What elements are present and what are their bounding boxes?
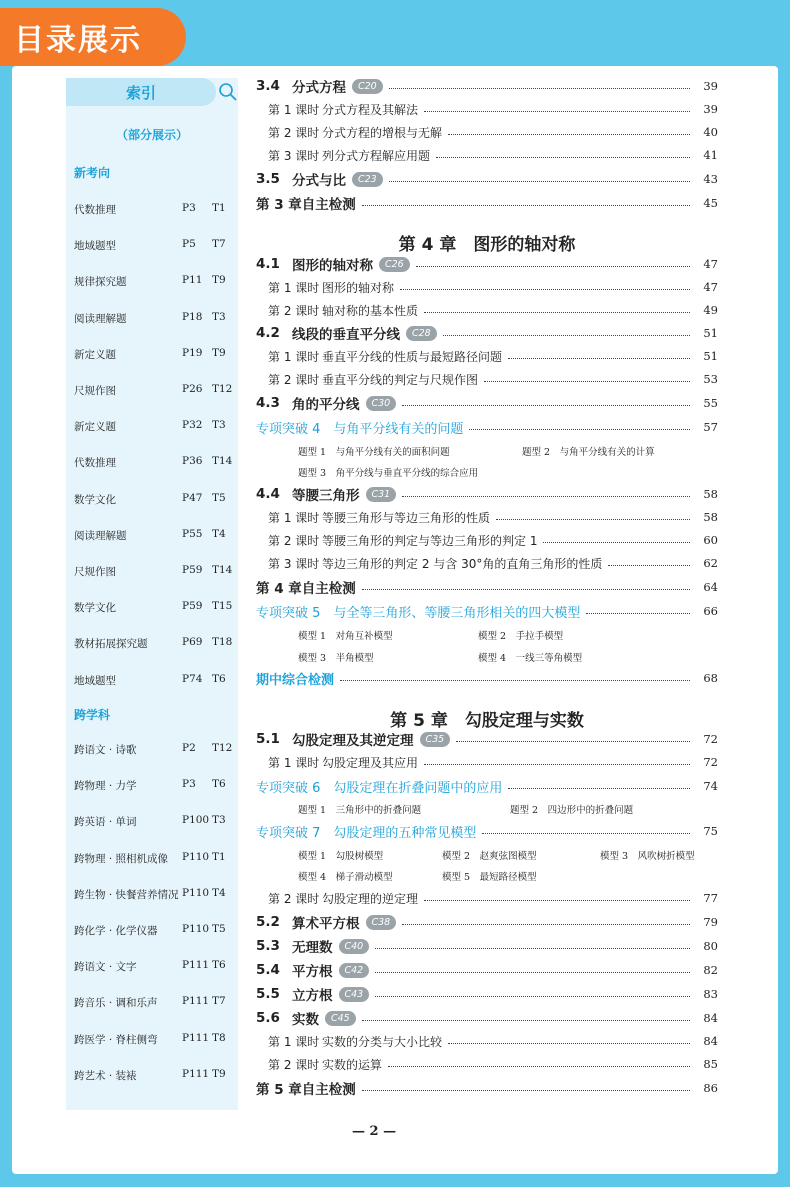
topic-item: 题型 2 四边形中的折叠问题	[510, 805, 634, 816]
topic-item: 题型 3 角平分线与垂直平分线的综合应用	[298, 468, 479, 479]
toc-row-lesson[interactable]: 第 1 课时 实数的分类与大小比较 84	[268, 1034, 718, 1049]
index-entry-name: 阅读理解题	[74, 312, 127, 325]
toc-row-lesson[interactable]: 第 2 课时 勾股定理的逆定理 77	[268, 891, 718, 906]
eye-badge: C43	[339, 987, 370, 1002]
toc-row-lesson[interactable]: 第 2 课时 分式方程的增根与无解 40	[268, 125, 718, 140]
index-entry-page: P110	[182, 886, 210, 899]
index-entry-task: T7	[212, 995, 226, 1008]
index-entry-name: 跨生物 · 快餐营养情况	[74, 888, 179, 901]
model-item: 模型 4 一线三等角模型	[478, 653, 583, 664]
index-entry-task: T9	[212, 1067, 226, 1080]
chapter-heading: 第 4 章 图形的轴对称	[398, 235, 576, 255]
model-item: 模型 5 最短路径模型	[442, 872, 537, 883]
toc-row-lesson[interactable]: 第 3 课时 列分式方程解应用题 41	[268, 148, 718, 163]
eye-badge: C28	[406, 326, 437, 341]
toc-row-lesson[interactable]: 第 2 课时 实数的运算 85	[268, 1057, 718, 1072]
toc-row-special-7[interactable]: 专项突破 7 勾股定理的五种常见模型 75	[256, 824, 718, 841]
eye-badge: C23	[352, 172, 383, 187]
index-entry-name: 地域题型	[74, 240, 116, 253]
toc-row-3-4[interactable]: 3.4 分式方程 C20 39	[256, 78, 718, 96]
index-entry-task: T4	[212, 886, 226, 899]
index-entry-name: 新定义题	[74, 348, 116, 361]
toc-row-chapter-test[interactable]: 第 4 章自主检测 64	[256, 580, 718, 597]
index-entry-page: P5	[182, 238, 196, 251]
index-entry-name: 尺规作图	[74, 566, 116, 578]
index-entry-task: T9	[212, 346, 226, 359]
index-entry-name: 阅读理解题	[74, 529, 127, 542]
eye-badge: C20	[352, 79, 383, 94]
toc-row-4-1[interactable]: 4.1 图形的轴对称 C26 47	[256, 256, 718, 274]
index-entry-task: T12	[212, 383, 233, 395]
index-entry-page: P59	[182, 600, 203, 613]
model-item: 模型 1 对角互补模型	[298, 631, 393, 642]
index-entry-page: P111	[182, 959, 210, 972]
toc-row-lesson[interactable]: 第 1 课时 勾股定理及其应用 72	[268, 755, 718, 770]
search-icon	[218, 82, 238, 102]
toc-row-4-4[interactable]: 4.4 等腰三角形 C31 58	[256, 486, 718, 504]
index-entry-page: P26	[182, 383, 203, 395]
index-entry-page: P111	[182, 1031, 210, 1044]
topic-item: 题型 1 三角形中的折叠问题	[298, 805, 422, 816]
index-entry-name: 跨艺术 · 装裱	[74, 1069, 137, 1082]
index-entry-task: T6	[212, 959, 226, 972]
index-entry-task: T6	[212, 672, 226, 685]
eye-badge: C31	[366, 487, 397, 502]
model-item: 模型 3 风吹树折模型	[600, 851, 695, 862]
index-title: 索引	[66, 78, 216, 106]
index-entry-name: 跨化学 · 化学仪器	[74, 925, 158, 937]
index-entry-page: P18	[182, 310, 203, 323]
index-entry-task: T18	[212, 636, 233, 649]
index-entry-task: T5	[212, 491, 226, 504]
index-entry-page: P110	[182, 923, 210, 935]
page-number: — 2 —	[352, 1124, 397, 1139]
index-entry-name: 跨语文 · 诗歌	[74, 744, 137, 756]
index-entry-name: 跨音乐 · 调和乐声	[74, 997, 158, 1010]
eye-badge: C38	[366, 915, 397, 930]
page-title: 目录展示	[14, 23, 142, 58]
index-entry-page: P111	[182, 1067, 210, 1080]
toc-row-5-6[interactable]: 5.6 实数 C45 84	[256, 1010, 718, 1028]
index-entry-page: P3	[182, 778, 196, 791]
index-entry-page: P55	[182, 527, 203, 540]
index-entry-task: T8	[212, 1031, 226, 1044]
toc-row-chapter-test[interactable]: 第 3 章自主检测 45	[256, 196, 718, 213]
index-entry-name: 代数推理	[74, 204, 116, 216]
topic-item: 题型 1 与角平分线有关的面积问题	[298, 447, 450, 458]
paper	[12, 66, 778, 1174]
index-entry-page: P36	[182, 455, 203, 468]
model-item: 模型 2 赵爽弦图模型	[442, 851, 537, 862]
index-entry-task: T3	[212, 310, 226, 323]
toc-row-4-2[interactable]: 4.2 线段的垂直平分线 C28 51	[256, 325, 718, 343]
index-entry-page: P47	[182, 491, 203, 504]
toc-row-midterm[interactable]: 期中综合检测 68	[256, 671, 718, 688]
toc-row-5-3[interactable]: 5.3 无理数 C40 80	[256, 938, 718, 956]
index-entry-page: P32	[182, 419, 203, 432]
index-entry-task: T3	[212, 419, 226, 432]
index-entry-name: 规律探究题	[74, 276, 127, 289]
index-entry-page: P100	[182, 814, 210, 827]
model-item: 模型 4 梯子滑动模型	[298, 872, 393, 883]
index-entry-task: T6	[212, 778, 226, 791]
index-category-cross: 跨学科	[74, 708, 111, 722]
toc-row-lesson[interactable]: 第 3 课时 等边三角形的判定 2 与含 30°角的直角三角形的性质 62	[268, 556, 718, 571]
model-item: 模型 3 半角模型	[298, 653, 374, 664]
index-entry-task: T1	[212, 850, 226, 863]
index-entry-name: 数学文化	[74, 602, 116, 615]
index-subtitle: （部分展示）	[115, 128, 188, 142]
toc-row-3-5[interactable]: 3.5 分式与比 C23 43	[256, 171, 718, 189]
index-entry-task: T12	[212, 742, 233, 754]
index-entry-task: T14	[212, 564, 233, 576]
index-entry-name: 跨物理 · 照相机成像	[74, 852, 169, 865]
index-entry-name: 跨医学 · 脊柱侧弯	[74, 1033, 158, 1046]
index-entry-name: 代数推理	[74, 457, 116, 470]
index-sidebar	[66, 78, 238, 1110]
index-entry-task: T14	[212, 455, 233, 468]
toc-row-chapter-test[interactable]: 第 5 章自主检测 86	[256, 1081, 718, 1098]
toc-row-4-3[interactable]: 4.3 角的平分线 C30 55	[256, 395, 718, 413]
chapter-heading: 第 5 章 勾股定理与实数	[390, 711, 584, 731]
toc-row-lesson[interactable]: 第 1 课时 等腰三角形与等边三角形的性质 58	[268, 510, 718, 525]
index-entry-task: T3	[212, 814, 226, 827]
toc-row-5-1[interactable]: 5.1 勾股定理及其逆定理 C35 72	[256, 731, 718, 749]
index-entry-name: 跨物理 · 力学	[74, 780, 137, 793]
toc-row-lesson[interactable]: 第 1 课时 垂直平分线的性质与最短路径问题 51	[268, 349, 718, 364]
eye-badge: C26	[379, 257, 410, 272]
toc-row-5-4[interactable]: 5.4 平方根 C42 82	[256, 962, 718, 980]
index-entry-page: P19	[182, 346, 203, 359]
toc-row-lesson[interactable]: 第 2 课时 垂直平分线的判定与尺规作图 53	[268, 372, 718, 387]
index-category-new: 新考向	[74, 166, 111, 180]
eye-badge: C40	[339, 939, 370, 954]
eye-badge: C35	[420, 732, 451, 747]
header-tab	[0, 8, 186, 66]
eye-badge: C42	[339, 963, 370, 978]
index-entry-page: P59	[182, 564, 203, 576]
topic-item: 题型 2 与角平分线有关的计算	[522, 447, 655, 458]
index-entry-name: 跨英语 · 单词	[74, 816, 137, 829]
toc-row-lesson[interactable]: 第 2 课时 轴对称的基本性质 49	[268, 303, 718, 318]
toc-row-lesson[interactable]: 第 1 课时 分式方程及其解法 39	[268, 102, 718, 117]
index-entry-page: P11	[182, 274, 203, 287]
index-entry-name: 教材拓展探究题	[74, 638, 148, 651]
toc-row-special-5[interactable]: 专项突破 5 与全等三角形、等腰三角形相关的四大模型 66	[256, 604, 718, 621]
index-entry-task: T15	[212, 600, 233, 613]
index-entry-page: P111	[182, 995, 210, 1008]
model-item: 模型 1 勾股树模型	[298, 851, 384, 862]
index-entry-task: T4	[212, 527, 226, 540]
toc-row-lesson[interactable]: 第 2 课时 等腰三角形的判定与等边三角形的判定 1 60	[268, 533, 718, 548]
index-entry-task: T5	[212, 923, 226, 935]
index-entry-task: T9	[212, 274, 226, 287]
toc-row-special-4[interactable]: 专项突破 4 与角平分线有关的问题 57	[256, 420, 718, 437]
index-entry-page: P3	[182, 202, 196, 214]
index-entry-name: 地域题型	[74, 674, 116, 687]
index-entry-page: P74	[182, 672, 203, 685]
model-item: 模型 2 手拉手模型	[478, 631, 564, 642]
index-entry-name: 数学文化	[74, 493, 116, 506]
index-entry-page: P2	[182, 742, 196, 754]
index-entry-page: P69	[182, 636, 203, 649]
toc-row-5-2[interactable]: 5.2 算术平方根 C38 79	[256, 914, 718, 932]
index-entry-page: P110	[182, 850, 210, 863]
index-entry-name: 尺规作图	[74, 385, 116, 397]
index-entry-name: 跨语文 · 文字	[74, 961, 137, 974]
toc-row-5-5[interactable]: 5.5 立方根 C43 83	[256, 986, 718, 1004]
eye-badge: C30	[366, 396, 397, 411]
toc-row-lesson[interactable]: 第 1 课时 图形的轴对称 47	[268, 280, 718, 295]
toc-row-special-6[interactable]: 专项突破 6 勾股定理在折叠问题中的应用 74	[256, 779, 718, 796]
index-entry-name: 新定义题	[74, 421, 116, 434]
index-entry-task: T1	[212, 202, 226, 214]
eye-badge: C45	[325, 1011, 356, 1026]
index-entry-task: T7	[212, 238, 226, 251]
